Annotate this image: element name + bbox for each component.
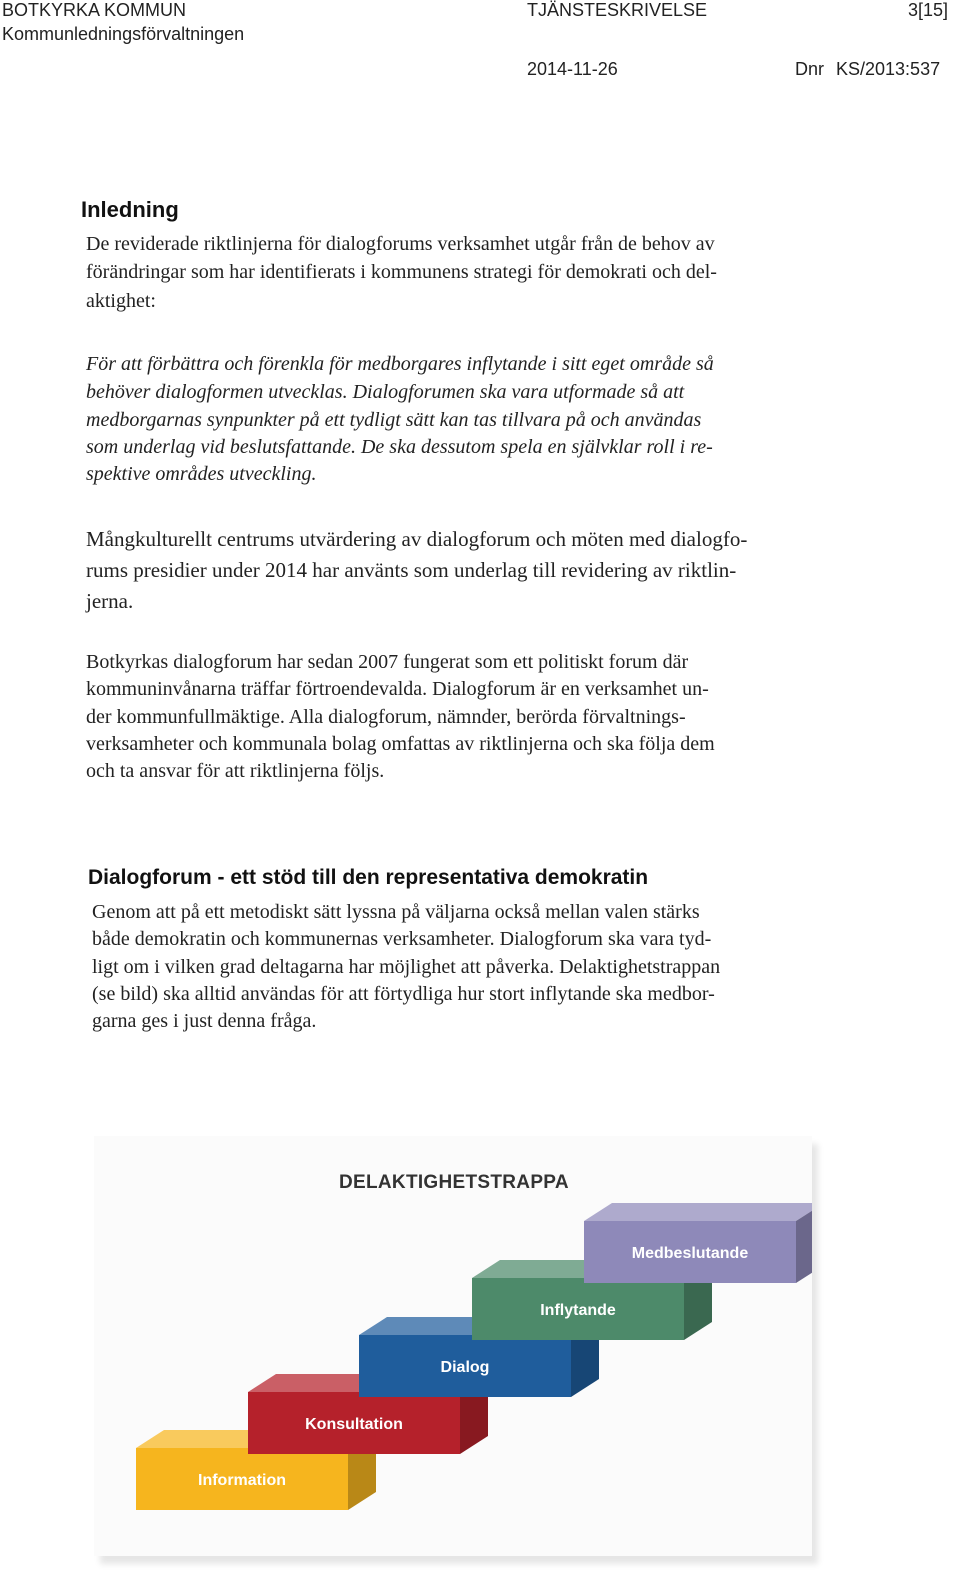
- text-line: (se bild) ska alltid användas för att förtydliga hur stort inflytande ska medbor-: [92, 983, 715, 1005]
- page-number: 3[15]: [908, 0, 949, 20]
- quote-line: behöver dialogformen utvecklas. Dialogforumen ska vara utformade så att: [86, 381, 685, 403]
- text-line: kommuninvånarna träffar förtroendevalda. Dialogforum är en verksamhet un-: [86, 678, 709, 700]
- staircase-diagram: [94, 1136, 812, 1556]
- document-type: TJÄNSTESKRIVELSE: [527, 0, 708, 20]
- quote-line: spektive områdes utveckling.: [86, 463, 317, 485]
- step-label: Konsultation: [305, 1416, 403, 1433]
- step-label: Information: [198, 1472, 286, 1489]
- quote-line: medborgarnas synpunkter på ett tydligt sätt kan tas tillvara på och användas: [86, 409, 702, 431]
- step-label: Dialog: [440, 1359, 490, 1376]
- text-line: och ta ansvar för att riktlinjerna följs.: [86, 760, 385, 782]
- text-line: rums presidier under 2014 har använts som underlag till revidering av riktlin-: [86, 558, 737, 582]
- document-date: 2014-11-26: [527, 59, 618, 79]
- text-line: aktighet:: [86, 290, 156, 312]
- text-line: verksamheter och kommunala bolag omfattas av riktlinjerna och ska följa dem: [86, 733, 715, 755]
- text-line: både demokratin och kommunernas verksamheter. Dialogforum ska vara tyd-: [92, 928, 712, 950]
- section-heading-inledning: Inledning: [81, 197, 179, 222]
- dnr-label: Dnr: [795, 59, 825, 79]
- text-line: jerna.: [86, 589, 134, 613]
- quote-line: som underlag vid beslutsfattande. De ska dessutom spela en självklar roll i re-: [86, 436, 713, 458]
- text-line: Botkyrkas dialogforum har sedan 2007 fungerat som ett politiskt forum där: [86, 651, 689, 673]
- text-line: förändringar som har identifierats i kommunens strategi för demokrati och del-: [86, 261, 717, 283]
- delaktighetstrappa-figure: [94, 1136, 812, 1556]
- step-top-face: [584, 1203, 812, 1221]
- org-name: BOTKYRKA KOMMUN: [2, 0, 187, 20]
- text-line: der kommunfullmäktige. Alla dialogforum, nämnder, berörda förvaltnings-: [86, 706, 686, 728]
- step-label: Inflytande: [540, 1302, 616, 1319]
- section-heading-dialogforum: Dialogforum - ett stöd till den representativa demokratin: [88, 866, 649, 889]
- text-line: De reviderade riktlinjerna för dialogforums verksamhet utgår från de behov av: [86, 233, 715, 255]
- dnr-number: KS/2013:537: [836, 59, 941, 79]
- quote-line: För att förbättra och förenkla för medborgares inflytande i sitt eget område så: [86, 353, 714, 375]
- step-label: Medbeslutande: [631, 1245, 749, 1262]
- department-name: Kommunledningsförvaltningen: [2, 24, 245, 44]
- text-line: ligt om i vilken grad deltagarna har möjlighet att påverka. Delaktighetstrappan: [92, 956, 721, 978]
- text-line: Mångkulturellt centrums utvärdering av dialogforum och möten med dialogfo-: [86, 527, 748, 551]
- text-line: Genom att på ett metodiskt sätt lyssna på väljarna också mellan valen stärks: [92, 901, 700, 923]
- figure-title: DELAKTIGHETSTRAPPA: [339, 1172, 569, 1193]
- text-line: garna ges i just denna fråga.: [92, 1010, 317, 1032]
